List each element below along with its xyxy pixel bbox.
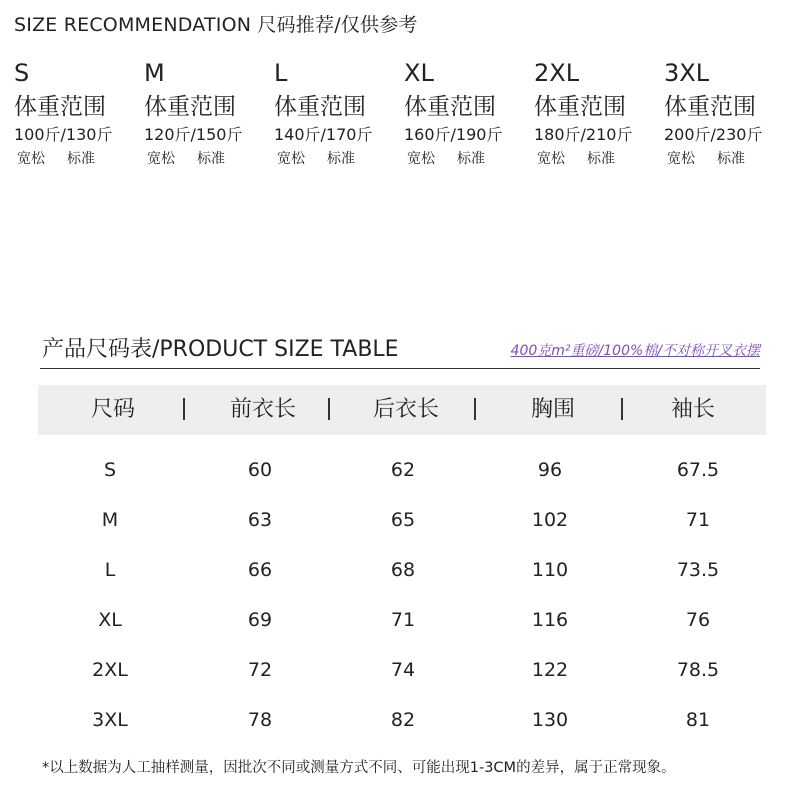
fit-options	[14, 149, 144, 169]
fit-loose-label: 宽松	[537, 151, 565, 167]
size-label: 3XL	[664, 59, 710, 87]
fit-standard-label: 标准	[197, 151, 225, 167]
weight-range-value: 180斤/210斤	[534, 125, 633, 144]
cell-back-length: 62	[390, 459, 416, 481]
size-column-xl	[404, 58, 534, 169]
cell-sleeve-length: 76	[685, 609, 711, 631]
cell-chest: 102	[531, 509, 569, 531]
fit-options	[404, 149, 534, 169]
weight-range-value: 120斤/150斤	[144, 125, 243, 144]
cell-size: L	[104, 559, 116, 581]
cell-size: XL	[98, 609, 122, 631]
header-separator	[183, 398, 185, 420]
cell-back-length: 68	[390, 559, 416, 581]
fit-standard-label: 标准	[717, 151, 745, 167]
size-label: 2XL	[534, 59, 580, 87]
weight-range-value: 140斤/170斤	[274, 125, 373, 144]
weight-range-label: 体重范围	[144, 94, 236, 120]
header-separator	[621, 398, 623, 420]
fit-loose-label: 宽松	[407, 151, 435, 167]
weight-range-label: 体重范围	[274, 94, 366, 120]
title-divider	[40, 368, 760, 369]
fit-loose-label: 宽松	[667, 151, 695, 167]
cell-size: 3XL	[92, 709, 128, 731]
cell-back-length: 65	[390, 509, 416, 531]
weight-range-label: 体重范围	[534, 94, 626, 120]
product-size-table-title: 产品尺码表/PRODUCT SIZE TABLE	[42, 337, 399, 362]
weight-range-label: 体重范围	[664, 94, 756, 120]
weight-range-label: 体重范围	[14, 94, 106, 120]
table-header-row	[38, 385, 766, 435]
size-label: L	[274, 59, 288, 87]
table-row	[0, 695, 800, 745]
cell-front-length: 63	[247, 509, 273, 531]
weight-range-value: 200斤/230斤	[664, 125, 763, 144]
cell-front-length: 66	[247, 559, 273, 581]
cell-chest: 116	[531, 609, 569, 631]
header-separator	[474, 398, 476, 420]
fit-loose-label: 宽松	[17, 151, 45, 167]
cell-sleeve-length: 67.5	[676, 459, 720, 481]
header-sleeve-length: 袖长	[670, 397, 715, 422]
fit-standard-label: 标准	[457, 151, 485, 167]
cell-back-length: 74	[390, 659, 416, 681]
fit-loose-label: 宽松	[147, 151, 175, 167]
cell-front-length: 72	[247, 659, 273, 681]
table-row	[0, 595, 800, 645]
cell-size: S	[103, 459, 117, 481]
table-row	[0, 445, 800, 495]
fit-options	[274, 149, 404, 169]
size-label: M	[144, 59, 165, 87]
header-size: 尺码	[90, 397, 135, 422]
header-chest: 胸围	[530, 397, 575, 422]
size-column-2xl	[534, 58, 664, 169]
cell-chest: 110	[531, 559, 569, 581]
header-front-length: 前衣长	[229, 397, 296, 422]
cell-chest: 130	[531, 709, 569, 731]
cell-sleeve-length: 78.5	[676, 659, 720, 681]
cell-back-length: 82	[390, 709, 416, 731]
cell-chest: 96	[537, 459, 563, 481]
fit-options	[664, 149, 794, 169]
cell-sleeve-length: 71	[685, 509, 711, 531]
weight-range-label: 体重范围	[404, 94, 496, 120]
weight-range-value: 160斤/190斤	[404, 125, 503, 144]
size-label: S	[14, 59, 30, 87]
cell-back-length: 71	[390, 609, 416, 631]
fit-options	[534, 149, 664, 169]
size-label: XL	[404, 59, 434, 87]
header-separator	[328, 398, 330, 420]
size-column-m	[144, 58, 274, 169]
fit-loose-label: 宽松	[277, 151, 305, 167]
cell-sleeve-length: 73.5	[676, 559, 720, 581]
weight-range-value: 100斤/130斤	[14, 125, 113, 144]
fabric-note-link[interactable]: 400克m²重磅/100%棉/不对称开叉衣摆	[510, 343, 760, 359]
cell-chest: 122	[531, 659, 569, 681]
cell-sleeve-length: 81	[685, 709, 711, 731]
size-column-3xl	[664, 58, 794, 169]
fit-options	[144, 149, 274, 169]
measurement-disclaimer: *以上数据为人工抽样测量，因批次不同或测量方式不同、可能出现1-3CM的差异，属于正常现象。	[42, 760, 676, 776]
cell-front-length: 78	[247, 709, 273, 731]
fit-standard-label: 标准	[587, 151, 615, 167]
fit-standard-label: 标准	[327, 151, 355, 167]
table-row	[0, 545, 800, 595]
fit-standard-label: 标准	[67, 151, 95, 167]
cell-front-length: 69	[247, 609, 273, 631]
cell-front-length: 60	[247, 459, 273, 481]
size-column-s	[14, 58, 144, 169]
cell-size: M	[101, 509, 119, 531]
size-recommendation-title: SIZE RECOMMENDATION 尺码推荐/仅供参考	[14, 14, 418, 36]
table-row	[0, 495, 800, 545]
size-column-l	[274, 58, 404, 169]
table-row	[0, 645, 800, 695]
header-back-length: 后衣长	[372, 397, 439, 422]
cell-size: 2XL	[92, 659, 128, 681]
